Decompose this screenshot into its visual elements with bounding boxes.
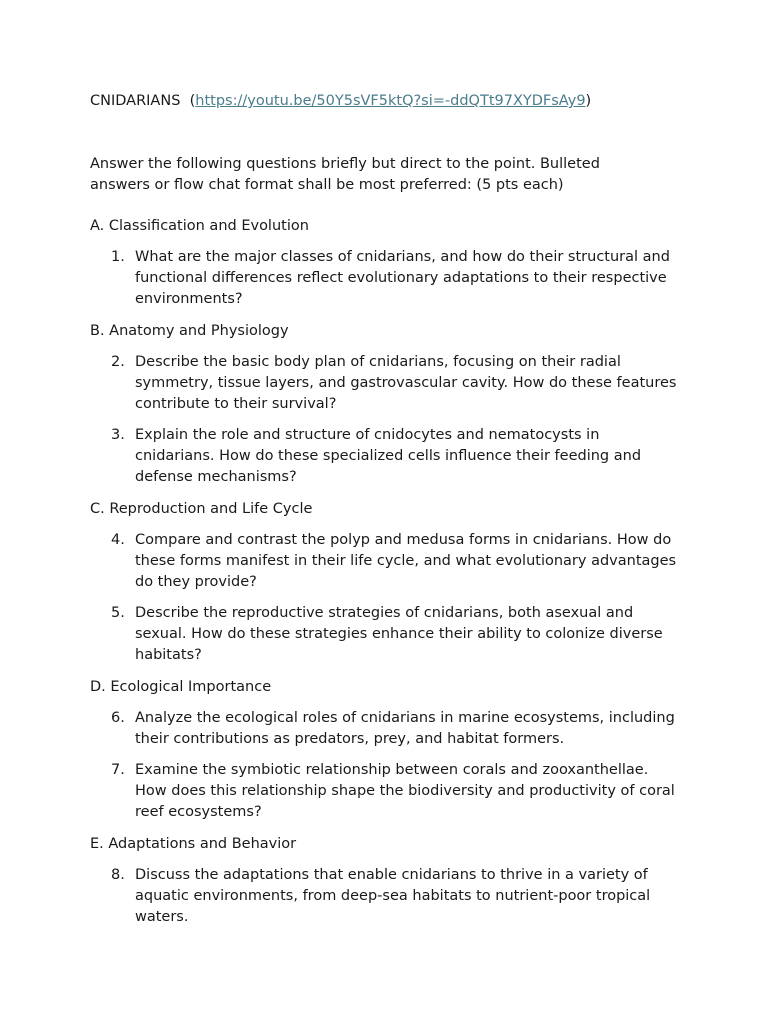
question-item: [90, 247, 680, 310]
question-text: Compare and contrast the polyp and medusa forms in cnidarians. How do these forms manifest in their life cycle, and what evolutionary advantages do they provide?: [135, 532, 677, 590]
section-heading: A. Classification and Evolution: [90, 218, 309, 234]
question-sections: [90, 216, 678, 928]
question-text: Examine the symbiotic relationship between corals and zooxanthellae. How does this relationship shape the biodiversity and productivity of coral reef ecosystems?: [135, 762, 675, 820]
section: [90, 499, 678, 666]
section-heading: E. Adaptations and Behavior: [90, 836, 297, 852]
question-list: [90, 352, 678, 488]
question-item: [90, 708, 680, 750]
section-heading: C. Reproduction and Life Cycle: [90, 501, 313, 517]
youtube-link[interactable]: https://youtu.be/50Y5sVF5ktQ?si=-ddQTt97XYDFsAy9: [195, 93, 586, 109]
section: [90, 834, 678, 928]
question-number: 1.: [111, 249, 125, 265]
question-text: What are the major classes of cnidarians, and how do their structural and functional differences reflect evolutionary adaptations to their respective environments?: [135, 249, 670, 307]
question-number: 3.: [111, 427, 125, 443]
question-list: [90, 865, 678, 928]
question-item: [90, 865, 680, 928]
question-number: 7.: [111, 762, 125, 778]
document-title: CNIDARIANS: [90, 93, 181, 109]
question-item: [90, 530, 680, 593]
question-text: Discuss the adaptations that enable cnidarians to thrive in a variety of aquatic environments, from deep-sea habitats to nutrient-poor tropical waters.: [135, 867, 651, 925]
question-number: 4.: [111, 532, 125, 548]
section-heading: D. Ecological Importance: [90, 679, 272, 695]
question-list: [90, 530, 678, 666]
question-text: Describe the basic body plan of cnidarians, focusing on their radial symmetry, tissue layers, and gastrovascular cavity. How do these features contribute to their survival?: [135, 354, 677, 412]
question-item: [90, 603, 680, 666]
question-number: 2.: [111, 354, 125, 370]
question-number: 8.: [111, 867, 125, 883]
question-list: [90, 708, 678, 823]
question-item: [90, 352, 680, 415]
section: [90, 216, 678, 310]
question-list: [90, 247, 678, 310]
question-item: [90, 425, 680, 488]
section-heading: B. Anatomy and Physiology: [90, 323, 289, 339]
instructions-paragraph: Answer the following questions briefly but direct to the point. Bulleted answers or flow chat format shall be most preferred: (5 pts each): [90, 156, 600, 193]
question-item: [90, 760, 680, 823]
question-number: 5.: [111, 605, 125, 621]
link-close-paren: ): [585, 93, 592, 109]
link-open-paren: (: [189, 93, 196, 109]
question-number: 6.: [111, 710, 125, 726]
section: [90, 677, 678, 823]
document-title-line: [90, 91, 678, 112]
question-text: Describe the reproductive strategies of cnidarians, both asexual and sexual. How do these strategies enhance their ability to colonize diverse habitats?: [135, 605, 663, 663]
question-text: Analyze the ecological roles of cnidarians in marine ecosystems, including their contributions as predators, prey, and habitat formers.: [135, 710, 675, 747]
section: [90, 321, 678, 488]
question-text: Explain the role and structure of cnidocytes and nematocysts in cnidarians. How do these specialized cells influence their feeding and defense mechanisms?: [135, 427, 642, 485]
